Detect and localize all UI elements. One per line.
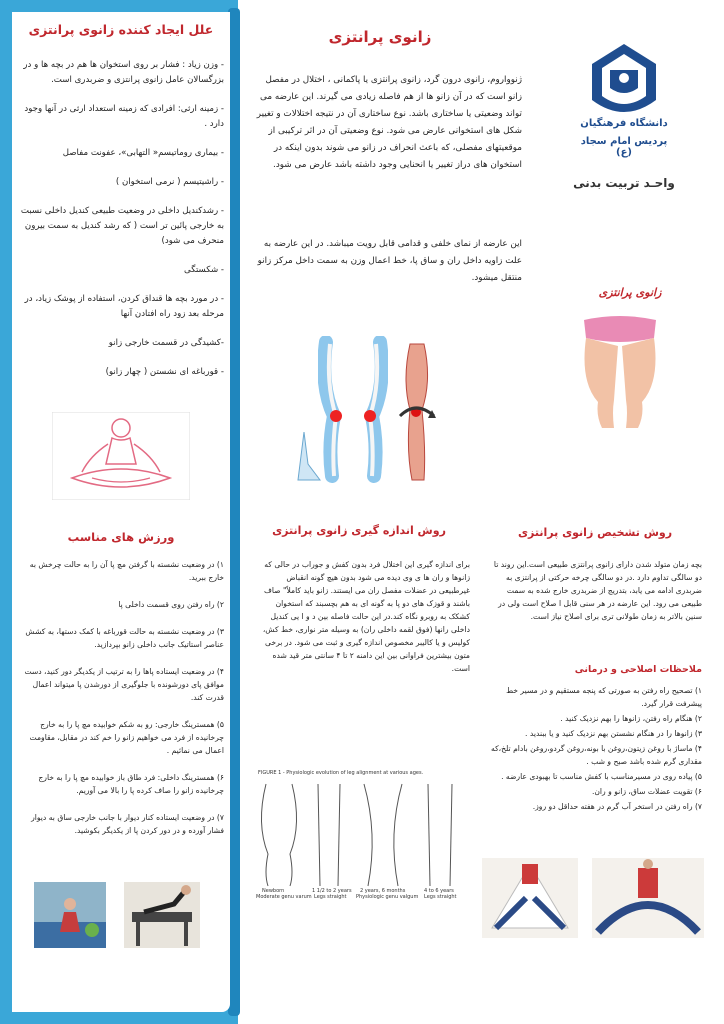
cause-item: - زمینه ارثی: افرادی که زمینه استعداد ارثی در آنها وجود دارد . [24,104,224,129]
exercise-item: ۳) در وضعیت نشسته به حالت قورباغه با کمک دستها، به کشش عناصر استاتیک جانب داخلی زانو بپردازید. [25,627,224,649]
corrective-item: ۲) هنگام راه رفتن، زانوها را بهم نزدیک کنید . [560,714,702,723]
cause-item: - شکستگی [184,265,224,275]
causes-title: علل ایجاد کننده زانوی پرانتزی [28,22,214,37]
exercise-item: ۱) در وضعیت نشسته با گرفتن مچ پا آن را به حالت چرخش به خارج ببرید. [29,560,224,582]
figure-label: 4 to 6 years [424,888,454,894]
bowleg-skeleton-illustration [318,336,388,484]
figure-label: Newborn [262,888,285,894]
intro-paragraph: ژنوواروم، زانوی درون گرد، زانوی پرانتزی یا پاکمانی ، اختلال در مفصل زانو است که در آن زانو ها از هم فاصله زیادی می گیرند. این عارضه می تواند وضعیتی یا ساختاری باشد. نوع ساختاری آن در نتیجه اختلالات و تغییر شکل های استخوانی عارض می شود. نوع وضعیتی آن در اثر ترکیبی از موقعیتهای مفصلی، که باعث انحراف در زانو می شوند بدون اینکه در استخوان های دراز تغییر یا انحنایی وجود داشته باشد عارض می شود. [256,75,522,170]
university-name: دانشگاه فرهنگیان [580,118,668,129]
figure-label: Legs straight [314,894,347,900]
exercise-item: ۶) همسترینگ داخلی: فرد طاق باز خوابیده مچ پا را به خارج چرخانیده زانو را صاف کرده پا را بالا می آوریم. [38,773,224,795]
figure-label: Legs straight [424,894,457,900]
causes-list [18,58,224,394]
figure-caption: FIGURE 1 - Physiologic evolution of leg alignment at various ages. [258,770,424,776]
exercise-item: ۴) در وضعیت ایستاده پاها را به ترتیب از یکدیگر دور کنید، دست موافق پای دورشونده با جلوگیری از دورشدن پا میتواند اعمال قدرت کند. [24,667,224,702]
corrective-item: ۱) تصحیح راه رفتن به صورتی که پنجه مستقیم و در مسیر خط پیشرفت قرار گیرد. [506,686,702,708]
figure-label: 2 years, 6 months [360,888,406,894]
corrective-list [490,684,702,813]
figure-label: Moderate genu varum [256,894,312,900]
corrective-title: ملاحظات اصلاحی و درمانی [574,664,702,675]
cause-item: - در مورد بچه ها قنداق کردن، استفاده از پوشک زیاد، در مرحله بعد زود راه افتادن آنها [24,294,224,319]
frog-sitting-photo-1 [482,858,578,938]
page-number: ۲ [217,962,227,981]
measure-text: برای اندازه گیری این اختلال فرد بدون کفش و جوراب در حالی که زانوها و ران ها ی وی دیده می شود بدون هیچ گونه انقباض غیرطبیعی در عضلات مفصل ران می ایستند. زانو باید کاملاً" صاف باشند و قوزک های دو پا به گونه ای به هم بچسبند که استخوان کشکک به روبرو نگاه کند.در این حالت فاصله بین د و ا یی کندیل داخلی رانها (فوق لقمه داخلی ران) به وسیله متر نواری، خط کش، کولیس و یا کالیبر مخصوص اندازه گیری و ثبت می شود. در برخی متون بیشترین فراوانی بین این دامنه ۲ تا ۴ سانتی متر قید شده است. [262,560,470,673]
exercise-item: ۵) همسترینگ خارجی: رو به شکم خوابیده مچ پا را به خارج چرخانیده از فرد می خواهیم زانو را خم کند در مقابل، مقاومت اعمال می نمائیم . [29,720,224,755]
left-panel [12,12,230,1012]
corrective-item: ۷) راه رفتن در استخر آب گرم در هفته حداقل دو روز. [532,802,702,811]
diagnosis-title: روش تشخیص زانوی پرانتزی [517,526,673,539]
corrective-item: ۴) ماساژ با روغن زیتون،روغن با بونه،روغن گردو،روغن بادام تلخ،که مقداری گرم شده باشد صبح و شب . [491,744,702,766]
cause-item: - راشیتیسم ( نرمی استخوان ) [115,177,224,187]
corrective-item: ۶) تقویت عضلات ساق، زانو و ران. [591,787,702,796]
cause-item: - رشدکندیل داخلی در وضعیت طبیعی کندیل داخلی نسبت به خارجی پائین تر است ( که رشد کندیل به سمت بیرون منحرف می شود) [20,206,224,246]
cause-item: - بیماری روماتیسم« التهابی»، عفونت مفاصل [62,148,224,158]
corrective-item: ۵) پیاده روی در مسیرمناسب با کفش مناسب تا بهبودی عارضه . [501,772,702,781]
frog-sitting-photo-2 [592,858,704,938]
foot-bone-illustration [294,430,326,486]
corrective-item: ۳) زانوها را در هنگام نشستن بهم نزدیک کنید و یا ببندید . [525,729,702,738]
cause-item: - وزن زیاد : فشار بر روی استخوان ها هم در بچه ها و در بزرگسالان عامل زانوی پرانتزی و ضربدری است. [23,60,224,85]
exercise-photo-hamstring [124,882,200,948]
exercise-item: ۷) در وضعیت ایستاده کنار دیوار با جانب خارجی ساق به دیوار فشار آورده و در دور کردن پا از یکدیگر بکوشید. [31,813,224,835]
cause-item: - قورباغه ای نشستن ( چهار زانو) [105,367,224,377]
exercise-photo-stretch [34,882,106,948]
measure-title: روش اندازه گیری زانوی پرانتزی [272,524,446,537]
leg-muscle-illustration [396,340,438,488]
figure-label: Physiologic genu valgum [356,894,419,900]
exercise-item: ۲) راه رفتن روی قسمت داخلی پا [118,600,224,609]
photo-caption: زانوی پرانتزی [598,286,662,299]
view-paragraph: این عارضه از نمای خلفی و قدامی قابل رویت میباشد. در این عارضه به علت زاویه داخل ران و ساق پا، خط اعمال وزن به سمت داخل مرکز زانو منتقل میشود. [257,239,522,283]
bowlegged-child-photo [576,312,664,434]
page-title: زانوی پرانتزی [328,28,432,46]
exercises-list [18,558,224,847]
exercises-title: ورزش های مناسب [67,530,175,544]
diagnosis-text: بچه زمان متولد شدن دارای زانوی پرانتزی طبیعی است.این روند تا دو سالگی تداوم دارد .در دو سالگی چرخه حرکتی از پرانتزی به ضربدری ادامه می یابد، بتدریج از ضربدری خارج شده به سمت طبیعی می رود. این عارضه در هر سنی قابل ا صلاح است ولی در سنین بالاتر به زمان طولانی تری برای اصلاح نیاز است. [493,560,702,621]
campus-name: پردیس امام سجاد (ع) [580,136,668,158]
figure-label: 1 1/2 to 2 years [312,888,352,894]
unit-name: واحـد تربیت بدنی [573,176,675,190]
cross-legged-sitting-illustration [52,412,190,500]
leg-alignment-figure [252,764,468,904]
cause-item: -کشیدگی در قسمت خارجی زانو [108,338,224,348]
